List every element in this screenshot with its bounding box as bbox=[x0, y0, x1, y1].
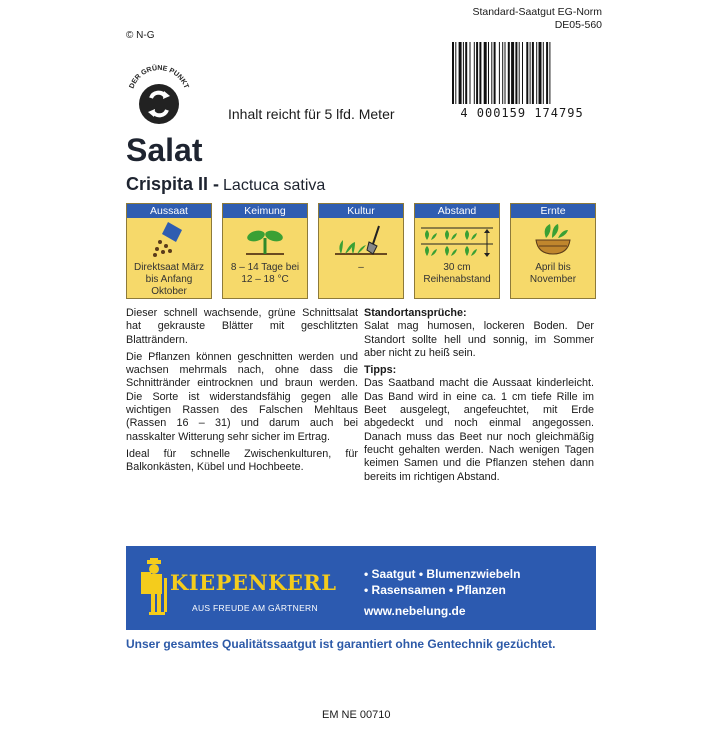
barcode-bar bbox=[465, 42, 467, 104]
tips-heading: Tipps: bbox=[364, 364, 397, 377]
info-box-text: 8 – 14 Tage bei 12 – 18 °C bbox=[230, 262, 300, 285]
product-variety bbox=[126, 174, 325, 195]
instructions-column bbox=[364, 307, 594, 488]
info-box-heading: Aussaat bbox=[127, 204, 211, 218]
barcode-bar bbox=[463, 42, 464, 104]
barcode-bar bbox=[505, 42, 506, 104]
barcode-bar bbox=[539, 42, 542, 104]
barcode-bar bbox=[536, 42, 537, 104]
barcode-bar bbox=[522, 42, 523, 104]
copyright-mark: © N-G bbox=[126, 30, 155, 41]
harvest-bowl-icon bbox=[511, 218, 595, 262]
barcode-bar bbox=[459, 42, 462, 104]
barcode-bar bbox=[494, 42, 496, 104]
description-paragraph: Dieser schnell wachsende, grüne Schnittsalat hat gekrauste Blätter mit geschlitzten Blatträndern. bbox=[126, 307, 358, 346]
barcode-bar bbox=[532, 42, 534, 104]
barcode-bar bbox=[499, 42, 500, 104]
barcode-bar bbox=[491, 42, 492, 104]
info-box-text: – bbox=[358, 262, 364, 273]
info-box-text: April bis November bbox=[529, 262, 577, 285]
info-box-kultur bbox=[318, 203, 404, 299]
description-paragraph: Ideal für schnelle Zwischenkulturen, für Balkonkästen, Kübel und Hochbeete. bbox=[126, 447, 358, 474]
product-range-line: • Rasensamen • Pflanzen bbox=[364, 583, 506, 597]
info-box-text: Direktsaat März bis Anfang Oktober bbox=[133, 262, 204, 297]
barcode-number: 4 000159 174795 bbox=[460, 106, 584, 120]
plants-spade-icon bbox=[319, 218, 403, 262]
location-text: Salat mag humosen, lockeren Boden. Der Standort sollte hell und sonnig, im Sommer aber nicht zu heiß sein. bbox=[364, 320, 594, 359]
website-link[interactable]: www.nebelung.de bbox=[364, 604, 466, 618]
seed-packet-icon bbox=[127, 218, 211, 262]
spacing-icon bbox=[415, 218, 499, 262]
latin-name: Lactuca sativa bbox=[223, 177, 326, 194]
barcode-bar bbox=[549, 42, 550, 104]
content-amount: Inhalt reicht für 5 lfd. Meter bbox=[228, 106, 395, 122]
logo-text: DER GRÜNE PUNKT bbox=[128, 64, 190, 90]
info-boxes bbox=[126, 203, 596, 299]
barcode-bar bbox=[484, 42, 487, 104]
barcode-bar bbox=[543, 42, 544, 104]
info-box-heading: Abstand bbox=[415, 204, 499, 218]
barcode-bar bbox=[452, 42, 454, 104]
barcode-bar bbox=[508, 42, 510, 104]
barcode-bar bbox=[470, 42, 471, 104]
info-box-aussaat bbox=[126, 203, 212, 299]
info-box-heading: Ernte bbox=[511, 204, 595, 218]
barcode-bar bbox=[502, 42, 503, 104]
info-box-ernte bbox=[510, 203, 596, 299]
info-box-heading: Kultur bbox=[319, 204, 403, 218]
standard-label bbox=[472, 6, 602, 32]
seedling-icon bbox=[223, 218, 307, 262]
brand-banner bbox=[126, 546, 596, 630]
barcode-bar bbox=[488, 42, 489, 104]
product-title: Salat bbox=[126, 132, 203, 168]
kiepenkerl-figure-icon bbox=[138, 558, 172, 623]
brand-name: KIEPENKERL bbox=[170, 570, 337, 595]
quality-statement: Unser gesamtes Qualitätssaatgut ist garantiert ohne Gentechnik gezüchtet. bbox=[126, 637, 556, 651]
info-box-heading: Keimung bbox=[223, 204, 307, 218]
barcode-bar bbox=[474, 42, 475, 104]
product-range bbox=[364, 566, 520, 598]
brand-tagline: AUS FREUDE AM GÄRTNERN bbox=[192, 603, 318, 613]
tips-text: Das Saatband macht die Aussaat kinderleicht. Das Band wird in eine ca. 1 cm tiefe Rille im Beet ausgelegt, angefeuchtet, mit Erde abgedeckt und noch einmal angegossen. Danach muss das Beet nur noch gleichmäßig feucht gehalten werden. Nach wenigen Tagen keimen Samen und die Pflanzen stehen dann bereits im richtigen Abstand. bbox=[364, 377, 594, 483]
barcode-bar bbox=[511, 42, 514, 104]
barcode-bar bbox=[546, 42, 548, 104]
variety-name: Crispita II - bbox=[126, 174, 220, 194]
barcode-bar bbox=[476, 42, 478, 104]
barcode-bar bbox=[530, 42, 531, 104]
description-column bbox=[126, 307, 358, 479]
barcode-bar bbox=[515, 42, 517, 104]
info-box-abstand bbox=[414, 203, 500, 299]
product-range-line: • Saatgut • Blumenzwiebeln bbox=[364, 567, 521, 581]
barcode-bar bbox=[479, 42, 481, 104]
barcode-bar bbox=[519, 42, 520, 104]
standard-line-1: Standard-Saatgut EG-Norm bbox=[472, 6, 602, 18]
product-code: EM NE 00710 bbox=[322, 709, 391, 721]
info-box-keimung bbox=[222, 203, 308, 299]
location-heading: Standortansprüche: bbox=[364, 307, 467, 319]
barcode-bar bbox=[526, 42, 528, 104]
description-paragraph: Die Pflanzen können geschnitten werden und wachsen mehrmals nach, ohne dass die Schnittränder eintrocknen und braun werden. Die Sorte ist widerstandsfähig gegen alle wichtigen Rassen des Falschen Mehltaus (Rassen 16 – 31) und darum auch bei nasskalter Witterung sehr sicher im Ertrag. bbox=[126, 350, 358, 443]
gruener-punkt-logo bbox=[120, 58, 198, 136]
info-box-text: 30 cm Reihenabstand bbox=[423, 262, 491, 285]
barcode-bar bbox=[455, 42, 456, 104]
standard-line-2: DE05-560 bbox=[554, 19, 602, 31]
